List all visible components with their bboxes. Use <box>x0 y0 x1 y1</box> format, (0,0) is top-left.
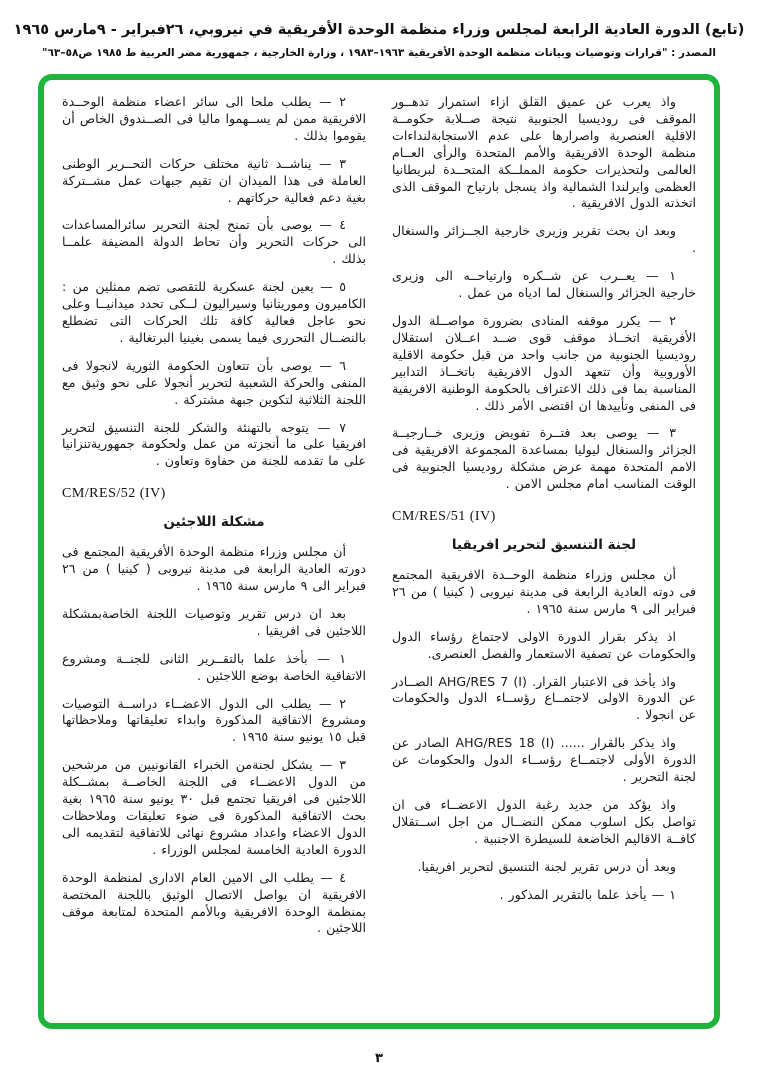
resolution-paragraph: اذ يذكر بقرار الدورة الاولى لاجتماع رؤساء الدول والحكومات عن تصفية الاستعمار والفصل العنصرى. <box>392 628 696 661</box>
resolution-paragraph: ٥ — يعين لجنة عسكرية للتقصى تضم ممثلين من : الكاميرون وموريتانيا وسيراليون لــكى تحدد ميدانيــا وعلى نحو عاجل فعالية كافة تلك الحركات التى تضطلع بالنضــال التحررى فيما يسمى بغينيا البرتغالية . <box>62 279 366 345</box>
resolution-paragraph: واذ يأخذ فى الاعتبار القرار. AHG/RES 7 (I) الصــادر عن الدورة الاولى لاجتمــاع رؤســاء الدول والحكومات عن انجولا . <box>392 673 696 723</box>
page-number: ٣ <box>375 1051 383 1066</box>
resolution-paragraph: ٣ — يناشــد ثانية مختلف حركات التحــرير الوطنى العاملة فى هذا الميدان ان تقيم جبهات عمل مشــتركة بغية دعم فعالية حركاتهم . <box>62 155 366 205</box>
resolution-paragraph: ٦ — يوصى بأن تتعاون الحكومة الثورية لانجولا فى المنفى والحركة الشعبية لتحرير أنجولا على نحو وثيق مع اللجنة الثلاثية لتكوين جبهة مشتركة . <box>62 357 366 407</box>
resolution-paragraph: وبعد ان بحث تقرير وزيرى خارجية الجــزائر والسنغال . <box>392 223 696 256</box>
green-border-content-box <box>38 74 720 1029</box>
resolution-code-cm-res-51: CM/RES/51 (IV) <box>392 509 496 525</box>
document-header <box>0 0 758 59</box>
resolution-code-cm-res-52: CM/RES/52 (IV) <box>62 486 166 502</box>
section-heading-refugee-problem: مشكلة اللاجئين <box>163 514 265 531</box>
resolution-paragraph: بعد ان درس تقرير وتوصيات اللجنة الخاصةبمشكلة اللاجئين فى افريقيا . <box>62 605 366 638</box>
resolution-paragraph: واذ يؤكد من جديد رغبة الدول الاعضــاء فى ان تواصل بكل اسلوب ممكن النضــال من اجل اســتقلال كافــة الاقاليم الخاضعة للسيطرة الاجنبية . <box>392 797 696 846</box>
resolution-paragraph: ١ — يعــرب عن شــكره وارتياحــه الى وزيرى خارجية الجزائر والسنغال لما ادياه من عمل . <box>392 268 696 301</box>
resolution-paragraph: ٣ — يوصى بعد فتــرة تفويض وزيرى خــارجيــة الجزائر والسنغال ليوليا بمساعدة المجموعة الافريقية فى الامم المتحدة مهمة عرض مشكلة روديسيا الجنوبية فى الوقت المناسب امام مجلس الامن . <box>392 425 696 492</box>
resolution-paragraph: أن مجلس وزراء منظمة الوحدة الأفريقية المجتمع فى دورته العادية الرابعة فى مدينة نيروبى ( كينيا ) من ٢٦ فبراير الى ٩ مارس سنة ١٩٦٥ . <box>62 544 366 594</box>
resolution-paragraph: أن مجلس وزراء منظمة الوحــدة الافريقية المجتمع فى دوته العادية الرابعة فى مدينة نيروبى ( كينيا ) من ٢٦ فبراير الى ٩ مارس سنة ١٩٦٥ . <box>392 567 696 616</box>
resolution-paragraph: ١ — يأخذ علما بالتقرير المذكور . <box>499 886 676 902</box>
resolution-paragraph: ٤ — يطلب الى الامين العام الادارى لمنظمة الوحدة الافريقية ان يواصل الاتصال الوثيق باللجنة المختصة بمنظمة الوحدة الافريقية وبالأمم المتحدة لمتابعة موقف اللاجئين . <box>62 869 366 936</box>
left-column <box>62 94 366 1013</box>
document-source-line: المصدر : "قرارات وتوصيات وبيانات منظمة الوحدة الأفريقية ١٩٦٣–١٩٨٣ ، وزارة الخارجية ، جمهورية مصر العربية ط ١٩٨٥ ص٥٨–٦٣" <box>42 47 716 59</box>
resolution-paragraph: ٤ — يوصى بأن تمنح لجنة التحرير سائرالمساعدات الى حركات التحرير وأن تحاط الدولة المضيفة علمــا بذلك . <box>62 217 366 267</box>
resolution-paragraph: ٧ — يتوجه بالتهنئة والشكر للجنة التنسيق لتحرير افريقيا على ما أنجزته من عمل ولحكومة جمهوريةتنزانيا على ما تقدمه للجنة من حفاوة وتعاون . <box>62 419 366 469</box>
resolution-paragraph: واذ يذكر بالقرار ...... AHG/RES 18 (I) الصادر عن الدورة الأولى لاجتمــاع رؤســاء الدول والحكومات عن لجنة التحرير . <box>392 735 696 785</box>
two-column-layout <box>62 94 696 1013</box>
resolution-paragraph: ٢ — يطلب الى الدول الاعضــاء دراســة التوصيات ومشروع الاتفاقية المذكورة وابداء تعليقاتها وملاحظاتها قبل ١٥ يونيو سنة ١٩٦٥ . <box>62 695 366 745</box>
resolution-paragraph: ٢ — يطلب ملحا الى سائر اعضاء منظمة الوحــدة الافريقية ممن لم يســهموا ماليا فى الصــندوق الخاص أن يقوموا بذلك . <box>62 94 366 143</box>
section-heading-liberation-committee: لجنة التنسيق لتحرير افريقيا <box>451 537 637 554</box>
document-title: (تابع) الدورة العادية الرابعة لمجلس وزراء منظمة الوحدة الأفريقية في نيروبي، ٢٦فبراير - ٩مارس ١٩٦٥ <box>13 22 745 38</box>
resolution-paragraph: ٣ — يشكل لجنةمن الخبراء القانونيين من مرشحين من الدول الاعضــاء فى اللجنة الخاصــة بمشــكلة اللاجئين فى افريقيا تجتمع قبل ٣٠ يونيو سنة ١٩٦٥ بغية بحث الاتفاقية المذكورة فى ضوء تعليقات وملاحظات الدول الاعضاء واعداد مشروع نهائى للاتفاقية لتقديمه الى الدورة العادية الخامسة لمجلس الوزراء . <box>62 757 366 857</box>
resolution-paragraph: وبعد أن درس تقرير لجنة التنسيق لتحرير افريقيا. <box>417 858 676 874</box>
resolution-paragraph: ٢ — يكرر موقفه المنادى بضرورة مواصــلة الدول الأفريقية اتخــاذ موقف قوى ضــد اعــلان استقلال روديسيا الجنوبية من جانب واحد من قبل حكومة الاقلية الأوروبية وأن تتعهد الدول الافريقية باتخــاذ التدابير المناسبة بما فى ذلك الاعتراف بالحكومة الوطنية الافريقية فى المنفى وتأييدها ان اقتضى الأمر ذلك . <box>392 312 696 413</box>
resolution-paragraph: واذ يعرب عن عميق القلق ازاء استمرار تدهــور الموقف فى روديسيا الجنوبية نتيجة صــلابة حكومــة الاقلية العنصرية واصرارها على عدم الاستجابةلنداءات منظمة الوحدة الافريقية والأمم المتحدة والرأى العــام العالمى ولتحذيرات حكومة المملــكة المتحــدة لبريطانيا العظمى وايرلندا الشمالية واذ يسجل بارتياح الموقف الذى اتخذته الدول الافريقية . <box>392 94 696 211</box>
resolution-paragraph: ١ — بأخذ علما بالتقــرير الثانى للجنــة ومشروع الاتفاقية الخاصة بوضع اللاجئين . <box>62 650 366 683</box>
right-column <box>392 94 696 1013</box>
